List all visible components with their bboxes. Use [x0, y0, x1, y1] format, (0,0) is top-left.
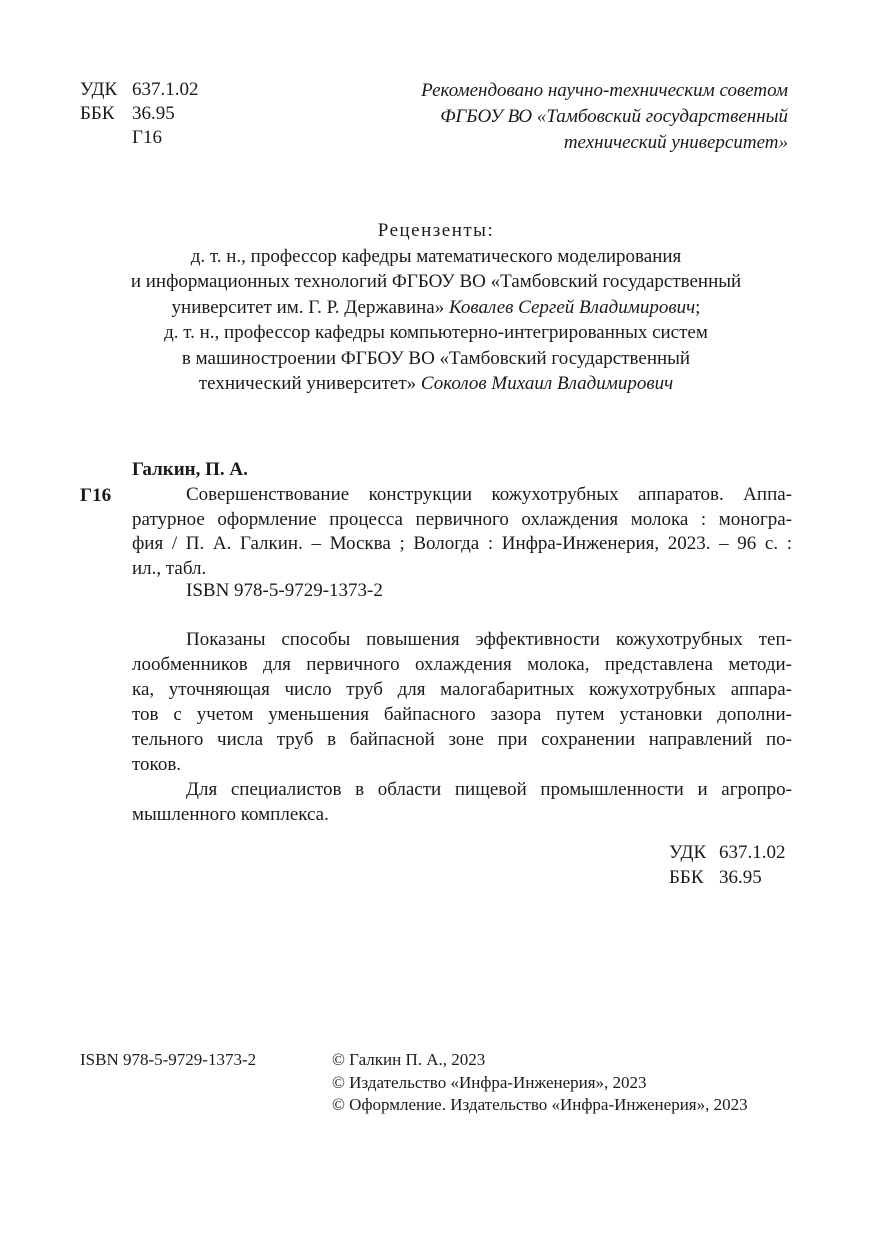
- annotation-line: тельного числа труб в байпасной зоне при сохранении направлений по-: [132, 729, 792, 750]
- record-line: Совершенствование конструкции кожухотрубных аппаратов. Аппа-: [186, 484, 792, 505]
- udk-row: [80, 78, 199, 102]
- recommendation: [421, 78, 788, 156]
- annotation-line: тов с учетом уменьшения байпасного зазора путем установки дополни-: [132, 704, 792, 725]
- udk-label: УДК: [669, 842, 707, 863]
- reviewer-line: [80, 371, 792, 397]
- record-line: фия / П. А. Галкин. – Москва ; Вологда : Инфра-Инженерия, 2023. – 96 с. :: [132, 533, 792, 554]
- bbk-label: ББК: [669, 867, 704, 888]
- record-isbn: ISBN 978-5-9729-1373-2: [186, 580, 383, 601]
- reviewers-heading: Рецензенты:: [377, 220, 495, 241]
- reviewers: [80, 218, 792, 397]
- bbk-value: 36.95: [719, 867, 762, 888]
- record-description: [132, 483, 792, 581]
- annotation-line: Показаны способы повышения эффективности кожухотрубных теп-: [186, 629, 792, 650]
- copyright-line: © Галкин П. А., 2023: [332, 1050, 486, 1069]
- annotation-line: Для специалистов в области пищевой промышленности и агропро-: [186, 779, 792, 800]
- recommendation-line: Рекомендовано научно-техническим советом: [421, 80, 788, 101]
- annotation-line: лообменников для первичного охлаждения молока, представлена методи-: [132, 654, 792, 675]
- reviewer-affiliation: технический университет»: [198, 373, 417, 394]
- bbk-row: [80, 102, 175, 126]
- reviewer-line: и информационных технологий ФГБОУ ВО «Тамбовский государственный: [130, 271, 742, 292]
- reviewer-line: д. т. н., профессор кафедры компьютерно-интегрированных систем: [164, 322, 708, 343]
- reviewer-affiliation: университет им. Г. Р. Державина»: [171, 296, 445, 318]
- classification-bottom: [669, 840, 786, 890]
- record-line: ратурное оформление процесса первичного охлаждения молока : моногра-: [132, 508, 792, 530]
- reviewer-line: [80, 295, 792, 321]
- recommendation-line: ФГБОУ ВО «Тамбовский государственный: [440, 106, 788, 127]
- udk-label: УДК: [80, 79, 118, 100]
- copyright-block: [332, 1049, 748, 1117]
- recommendation-line: технический университет»: [563, 132, 788, 153]
- record-code: Г16: [80, 485, 112, 506]
- author-mark: Г16: [132, 127, 162, 148]
- annotation-line: токов.: [132, 754, 182, 775]
- reviewer-line: в машиностроении ФГБОУ ВО «Тамбовский государственный: [181, 347, 691, 369]
- annotation-line: мышленного комплекса.: [132, 804, 329, 825]
- annotation: [132, 627, 792, 827]
- copyright-line: © Издательство «Инфра-Инженерия», 2023: [332, 1072, 647, 1092]
- reviewer-separator: ;: [695, 296, 701, 318]
- footer-isbn: ISBN 978-5-9729-1373-2: [80, 1050, 257, 1069]
- bbk-row: [669, 865, 786, 890]
- reviewer-name: Соколов Михаил Владимирович: [420, 373, 674, 394]
- bbk-value: 36.95: [132, 103, 175, 124]
- udk-row: [669, 840, 786, 865]
- record-line: ил., табл.: [132, 557, 207, 579]
- record-author: Галкин, П. А.: [132, 459, 248, 480]
- udk-value: 637.1.02: [719, 842, 786, 863]
- bbk-label: ББК: [80, 103, 115, 124]
- annotation-line: ка, уточняющая число труб для малогабаритных кожухотрубных аппара-: [132, 679, 792, 700]
- udk-value: 637.1.02: [132, 79, 199, 100]
- copyright-line: © Оформление. Издательство «Инфра-Инженерия», 2023: [332, 1095, 748, 1114]
- author-mark-row: [80, 126, 162, 150]
- reviewer-line: д. т. н., профессор кафедры математического моделирования: [190, 245, 682, 267]
- reviewer-name: Ковалев Сергей Владимирович: [448, 296, 696, 318]
